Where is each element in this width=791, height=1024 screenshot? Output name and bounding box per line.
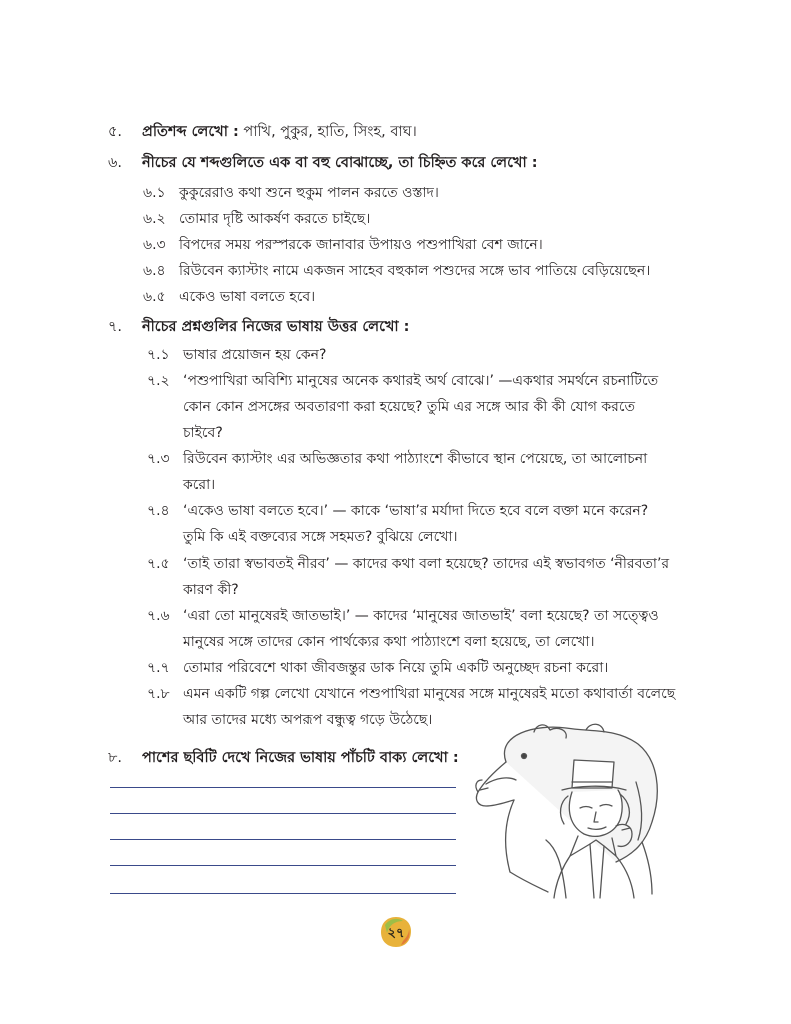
question-6-number: ৬. xyxy=(108,155,123,171)
answer-line xyxy=(110,839,456,840)
textbook-page: ৫. প্রতিশব্দ লেখো : পাখি, পুকুর, হাতি, সিংহ, বাঘ। ৬. নীচের যে শব্দগুলিতে এক বা বহু বোঝাচ্ছে, তা চিহ্নিত করে লেখো : ৬.১ কুকুরেরাও কথা শুনে হুকুম পালন করতে ওস্তাদ। ৬.২ তোমার দৃষ্টি আকর্ষণ করতে চাইছে। ৬.৩ বিপদের সময় পরস্পরকে জানাবার উপায়ও পশুপাখিরা বেশ জানে। ৬.৪ রিউবেন ক্যাস্টাং নামে একজন সাহেব বহুকাল পশুদের সঙ্গে ভাব পাতিয়ে বেড়িয়েছেন। ৬.৫ একেও ভাষা বলতে হবে। ৭. নীচের প্রশ্নগুলির নিজের ভাষায় উত্তর লেখো : ৭.১ ভাষার প্রয়োজন হয় কেন? ৭.২ ‘পশুপাখিরা অবিশ্যি মানুষের অনেক কথারই অর্থ বোঝে।’ —একথার সমর্থনে রচনাটিতে কোন কোন প্রসঙ্গের অবতারণা করা হয়েছে? তুমি এর সঙ্গে আর কী কী যোগ করতে চাইবে? ৭.৩ রিউবেন ক্যাস্টাং এর অভিজ্ঞতার কথা পাঠ্যাংশে কীভাবে স্থান পেয়েছে, তা আলোচনা করো। ৭.৪ ‘একেও ভাষা বলতে হবে।’ — কাকে ‘ভাষা’র মর্যাদা দিতে হবে বলে বক্তা মনে করেন? তুমি কি এই বক্তব্যের সঙ্গে সহমত? বুঝিয়ে লেখো। ৭.৫ ‘তাই তারা স্বভাবতই নীরব’ — কাদের কথা বলা হয়েছে? তাদের এই স্বভাবগত ‘নীরবতা’র কারণ কী? ৭.৬ ‘এরা তো মানুষেরই জাতভাই।’ — কাদের ‘মানুষের জাতভাই’ বলা হয়েছে? তা সত্ত্বেও মানুষের সঙ্গে তাদের কোন পার্থক্যের কথা পাঠ্যাংশে বলা হয়েছে, তা লেখো। ৭.৭ তোমার পরিবেশে থাকা জীবজন্তুর ডাক নিয়ে তুমি একটি অনুচ্ছেদ রচনা করো। ৭.৮ এমন একটি গল্প লেখো যেখানে পশুপাখিরা মানুষের সঙ্গে মানুষেরই মতো কথাবার্তা বলেছে আর তাদের মধ্যে অপরূপ বন্ধুত্ব গড়ে উঠেছে। ৮. পাশের ছবিটি দেখে নিজের ভাষায় পাঁচটি বাক্য লেখো : ২৭ xyxy=(0,0,791,1024)
question-7-heading: নীচের প্রশ্নগুলির নিজের ভাষায় উত্তর লেখো : xyxy=(142,319,410,335)
question-7-number: ৭. xyxy=(108,319,123,335)
answer-line xyxy=(110,865,456,866)
question-8-heading: পাশের ছবিটি দেখে নিজের ভাষায় পাঁচটি বাক্য লেখো : xyxy=(142,750,459,766)
question-6-heading: নীচের যে শব্দগুলিতে এক বা বহু বোঝাচ্ছে, তা চিহ্নিত করে লেখো : xyxy=(142,155,538,171)
page-number: ২৭ xyxy=(387,926,405,941)
answer-line xyxy=(110,813,456,814)
answer-line xyxy=(110,787,456,788)
answer-line xyxy=(110,893,456,894)
question-5-body: পাখি, পুকুর, হাতি, সিংহ, বাঘ। xyxy=(243,124,417,140)
bear-and-man-illustration xyxy=(466,722,666,900)
page-number-badge xyxy=(379,915,413,949)
question-5-heading: প্রতিশব্দ লেখো : xyxy=(142,124,239,140)
question-5-number: ৫. xyxy=(108,124,123,140)
question-8-number: ৮. xyxy=(108,750,123,766)
